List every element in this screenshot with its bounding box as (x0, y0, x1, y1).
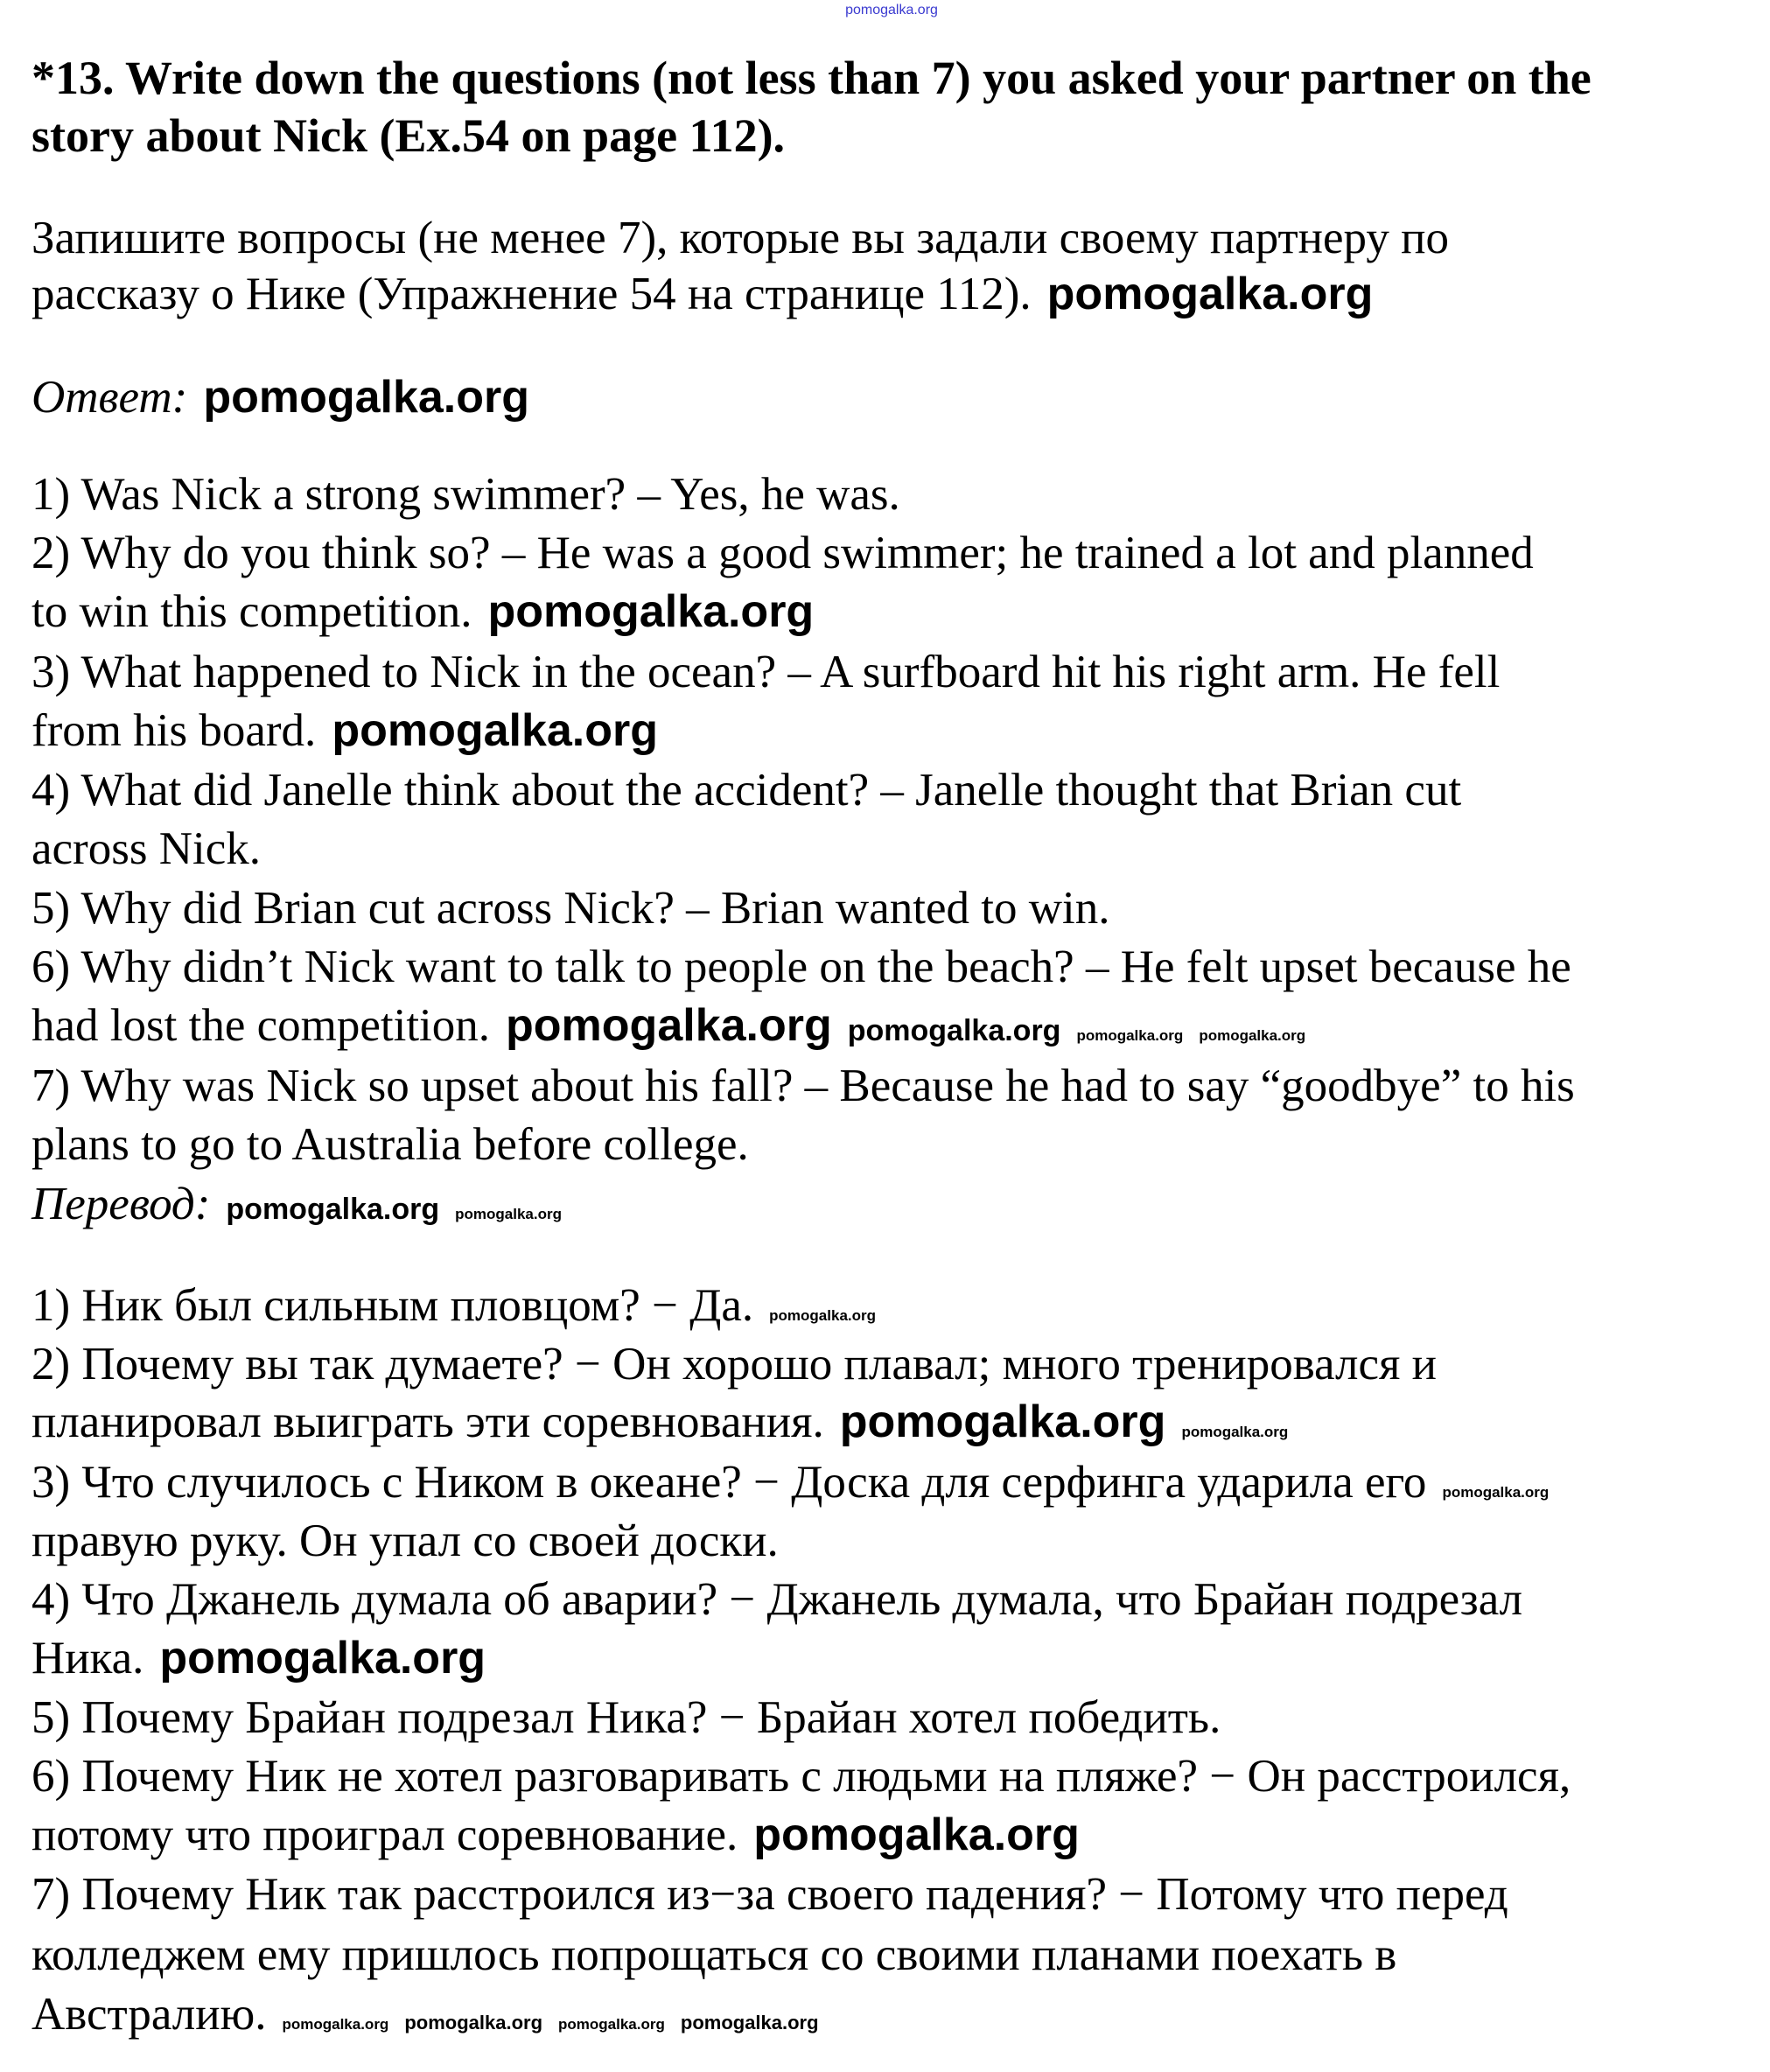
watermark: pomogalka.org (455, 1206, 562, 1222)
watermark: pomogalka.org (847, 1014, 1061, 1047)
task-russian-line-text: Запишите вопросы (не менее 7), которые вы задали своему партнеру по (31, 213, 1449, 263)
task-title-line (31, 109, 785, 162)
translation-line-text: 1) Ник был сильным пловцом? − Да. (31, 1280, 754, 1331)
translation-line-text: 2) Почему вы так думаете? − Он хорошо плавал; много тренировался и (31, 1339, 1437, 1390)
answer-line-text: to win this competition. (31, 586, 472, 637)
answer-line (31, 646, 1500, 698)
translation-line-text: Ника. (31, 1633, 144, 1684)
watermark: pomogalka.org (203, 372, 530, 423)
translation-line-text: 7) Почему Ник так расстроился из−за своего падения? − Потому что перед (31, 1869, 1508, 1920)
watermark: pomogalka.org (404, 2012, 543, 2034)
watermark: pomogalka.org (1199, 1027, 1306, 1044)
translation-line (31, 1338, 1437, 1390)
translation-line (31, 1632, 486, 1684)
translation-line (31, 1279, 876, 1332)
answer-line-text: had lost the competition. (31, 1000, 491, 1051)
task-title-line-text: story about Nick (Ex.54 on page 112). (31, 109, 786, 162)
watermark: pomogalka.org (680, 2012, 819, 2034)
answer-line-text: 6) Why didn’t Nick want to talk to people on the beach? – He felt upset because he (31, 942, 1571, 992)
answer-line-text: plans to go to Australia before college. (31, 1119, 749, 1170)
task-title-line-text: *13. Write down the questions (not less than 7) you asked your partner on the (31, 52, 1592, 104)
answer-line (31, 1118, 749, 1171)
watermark: pomogalka.org (839, 1396, 1166, 1447)
answer-label (31, 371, 529, 424)
translation-line (31, 1456, 1549, 1508)
answer-line (31, 527, 1534, 579)
answer-line (31, 585, 814, 638)
translation-line-text: 5) Почему Брайан подрезал Ника? − Брайан хотел победить. (31, 1692, 1221, 1743)
answer-line-text: 1) Was Nick a strong swimmer? – Yes, he was. (31, 469, 900, 520)
answer-line (31, 764, 1461, 816)
task-title-line (31, 52, 1592, 104)
answer-line (31, 468, 900, 521)
watermark: pomogalka.org (506, 1000, 832, 1051)
translation-line-text: Австралию. (31, 1989, 267, 2040)
answer-line (31, 822, 261, 875)
answer-line (31, 999, 1305, 1052)
translation-label (31, 1178, 562, 1230)
translation-line (31, 1809, 1080, 1861)
watermark: pomogalka.org (226, 1193, 440, 1226)
answer-line-text: 4) What did Janelle think about the accident? – Janelle thought that Brian cut (31, 765, 1462, 816)
answer-label-text: Ответ: (31, 372, 188, 423)
translation-line-text: колледжем ему пришлось попрощаться со своими планами поехать в (31, 1929, 1397, 1980)
watermark: pomogalka.org (769, 1307, 877, 1324)
watermark: pomogalka.org (159, 1633, 486, 1684)
translation-line (31, 1928, 1396, 1981)
translation-line-text: планировал выиграть эти соревнования. (31, 1396, 824, 1447)
watermark: pomogalka.org (282, 2016, 389, 2033)
answer-line-text: across Nick. (31, 823, 261, 874)
translation-line (31, 1691, 1221, 1744)
translation-line-text: 3) Что случилось с Ником в океане? − Доска для серфинга ударила его (31, 1457, 1427, 1508)
answer-line (31, 941, 1571, 993)
translation-line (31, 1988, 819, 2040)
answer-line-text: 2) Why do you think so? – He was a good swimmer; he trained a lot and planned (31, 528, 1534, 578)
watermark: pomogalka.org (332, 705, 659, 756)
task-russian-line-text: рассказу о Нике (Упражнение 54 на странице 112). (31, 269, 1032, 319)
watermark: pomogalka.org (487, 586, 815, 637)
translation-line (31, 1515, 779, 1567)
answer-line-text: from his board. (31, 705, 317, 756)
answer-line-text: 7) Why was Nick so upset about his fall? – Because he had to say “goodbye” to his (31, 1060, 1575, 1111)
watermark: pomogalka.org (558, 2016, 665, 2033)
answer-line (31, 704, 658, 757)
translation-line (31, 1396, 1288, 1448)
answer-line-text: 3) What happened to Nick in the ocean? – A surfboard hit his right arm. He fell (31, 647, 1501, 697)
watermark: pomogalka.org (1442, 1484, 1550, 1501)
watermark: pomogalka.org (1181, 1424, 1289, 1440)
translation-line (31, 1868, 1508, 1921)
answer-line (31, 1060, 1575, 1112)
translation-label-text: Перевод: (31, 1179, 211, 1229)
header-watermark: pomogalka.org (845, 3, 938, 18)
translation-line (31, 1750, 1571, 1802)
translation-line-text: 6) Почему Ник не хотел разговаривать с людьми на пляже? − Он расстроился, (31, 1751, 1571, 1802)
task-russian-line (31, 212, 1449, 264)
answer-line-text: 5) Why did Brian cut across Nick? – Brian wanted to win. (31, 883, 1110, 934)
watermark: pomogalka.org (753, 1810, 1080, 1860)
watermark: pomogalka.org (1076, 1027, 1184, 1044)
translation-line-text: правую руку. Он упал со своей доски. (31, 1516, 779, 1566)
task-russian-line (31, 268, 1373, 320)
translation-line-text: потому что проиграл соревнование. (31, 1810, 738, 1860)
answer-line (31, 882, 1109, 934)
watermark: pomogalka.org (1046, 269, 1374, 319)
translation-line (31, 1573, 1522, 1626)
translation-line-text: 4) Что Джанель думала об аварии? − Джанель думала, что Брайан подрезал (31, 1574, 1523, 1625)
